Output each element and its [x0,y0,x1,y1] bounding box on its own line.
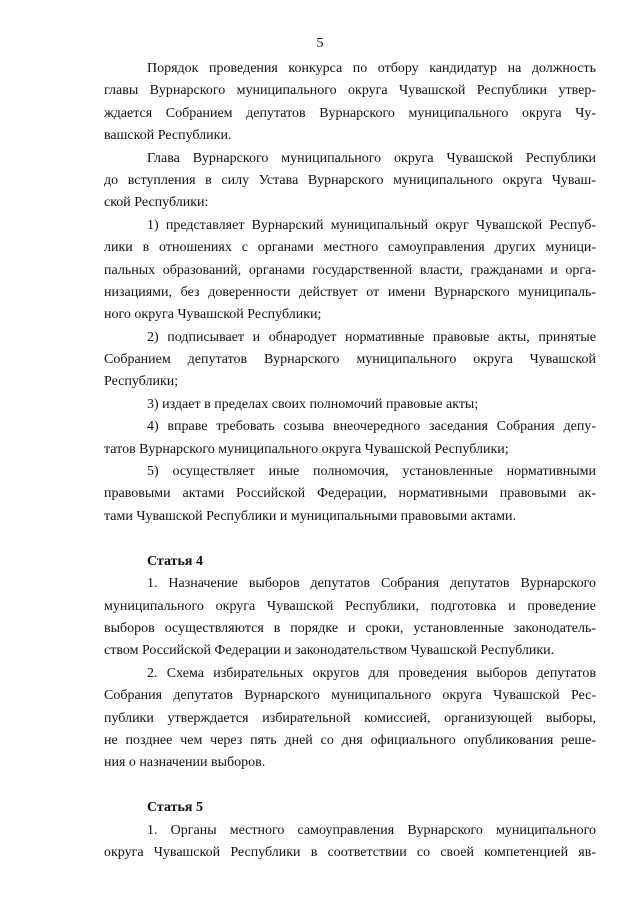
text-line: Республики; [104,374,179,390]
text-line: ждается Собранием депутатов Вурнарского муниципального округа Чу- [104,105,596,121]
text-line: округа Чувашской Республики в соответствии со своей компетенцией яв- [104,845,596,861]
text-line: татов Вурнарского муниципального округа Чувашской Республики; [104,441,509,457]
text-line: Собранием депутатов Вурнарского муниципального округа Чувашской [104,352,596,368]
list-item-1 [104,215,596,327]
text-line: ской Республики: [104,195,209,211]
text-line: 2. Схема избирательных округов для проведения выборов депутатов [147,665,596,681]
text-line: ния о назначении выборов. [104,755,266,771]
section-gap [104,528,596,551]
text-line: пальных образований, органами государственной власти, гражданами и орга- [104,262,596,278]
text-line: низациями, без доверенности действует от имени Вурнарского муниципаль- [104,284,596,300]
text-line: Собрания депутатов Вурнарского муниципального округа Чувашской Рес- [104,688,596,704]
text-line: Глава Вурнарского муниципального округа Чувашской Республики [147,150,596,166]
section-gap [104,775,596,798]
text-line: 4) вправе требовать созыва внеочередного заседания Собрания депу- [147,419,596,435]
text-line: публики утверждается избирательной комиссией, организующей выборы, [104,710,596,726]
text-line: 5) осуществляет иные полномочия, установленные нормативными [147,464,596,480]
text-line: 3) издает в пределах своих полномочий правовые акты; [147,396,479,412]
text-line: ного округа Чувашской Республики; [104,307,322,323]
document-body [104,58,596,864]
paragraph-head-powers-intro [104,148,596,215]
text-line: муниципального округа Чувашской Республики, подготовка и проведение [104,598,596,614]
text-line: не позднее чем через пять дней со дня официального опубликования реше- [104,732,596,748]
page-number: 5 [316,36,324,51]
article-heading: Статья 5 [147,800,203,816]
article-4 [104,551,596,775]
text-line: выборов осуществляются в порядке и сроки, установленные законодатель- [104,620,596,636]
text-line: Порядок проведения конкурса по отбору кандидатур на должность [147,61,596,76]
paragraph-contest-procedure [104,58,596,148]
text-line: тами Чувашской Республики и муниципальными правовыми актами. [104,508,516,524]
text-line: лики в отношениях с органами местного самоуправления других муници- [104,240,596,256]
list-item-3 [104,394,596,416]
article-heading: Статья 4 [147,553,203,569]
list-item-5 [104,461,596,528]
text-line: 2) подписывает и обнародует нормативные правовые акты, принятые [147,329,596,345]
text-line: правовыми актами Российской Федерации, нормативными правовыми ак- [104,486,596,502]
text-line: 1. Органы местного самоуправления Вурнарского муниципального [147,822,596,838]
text-line: вашской Республики. [104,128,232,144]
text-line: 1) представляет Вурнарский муниципальный округ Чувашской Респуб- [147,217,596,233]
list-item-2 [104,327,596,394]
article-5 [104,797,596,864]
text-line: до вступления в силу Устава Вурнарского муниципального округа Чуваш- [104,172,596,188]
list-item-4 [104,416,596,461]
text-line: главы Вурнарского муниципального округа Чувашской Республики утвер- [104,83,596,99]
text-line: ством Российской Федерации и законодательством Чувашской Республики. [104,643,555,659]
text-line: 1. Назначение выборов депутатов Собрания депутатов Вурнарского [147,576,596,592]
